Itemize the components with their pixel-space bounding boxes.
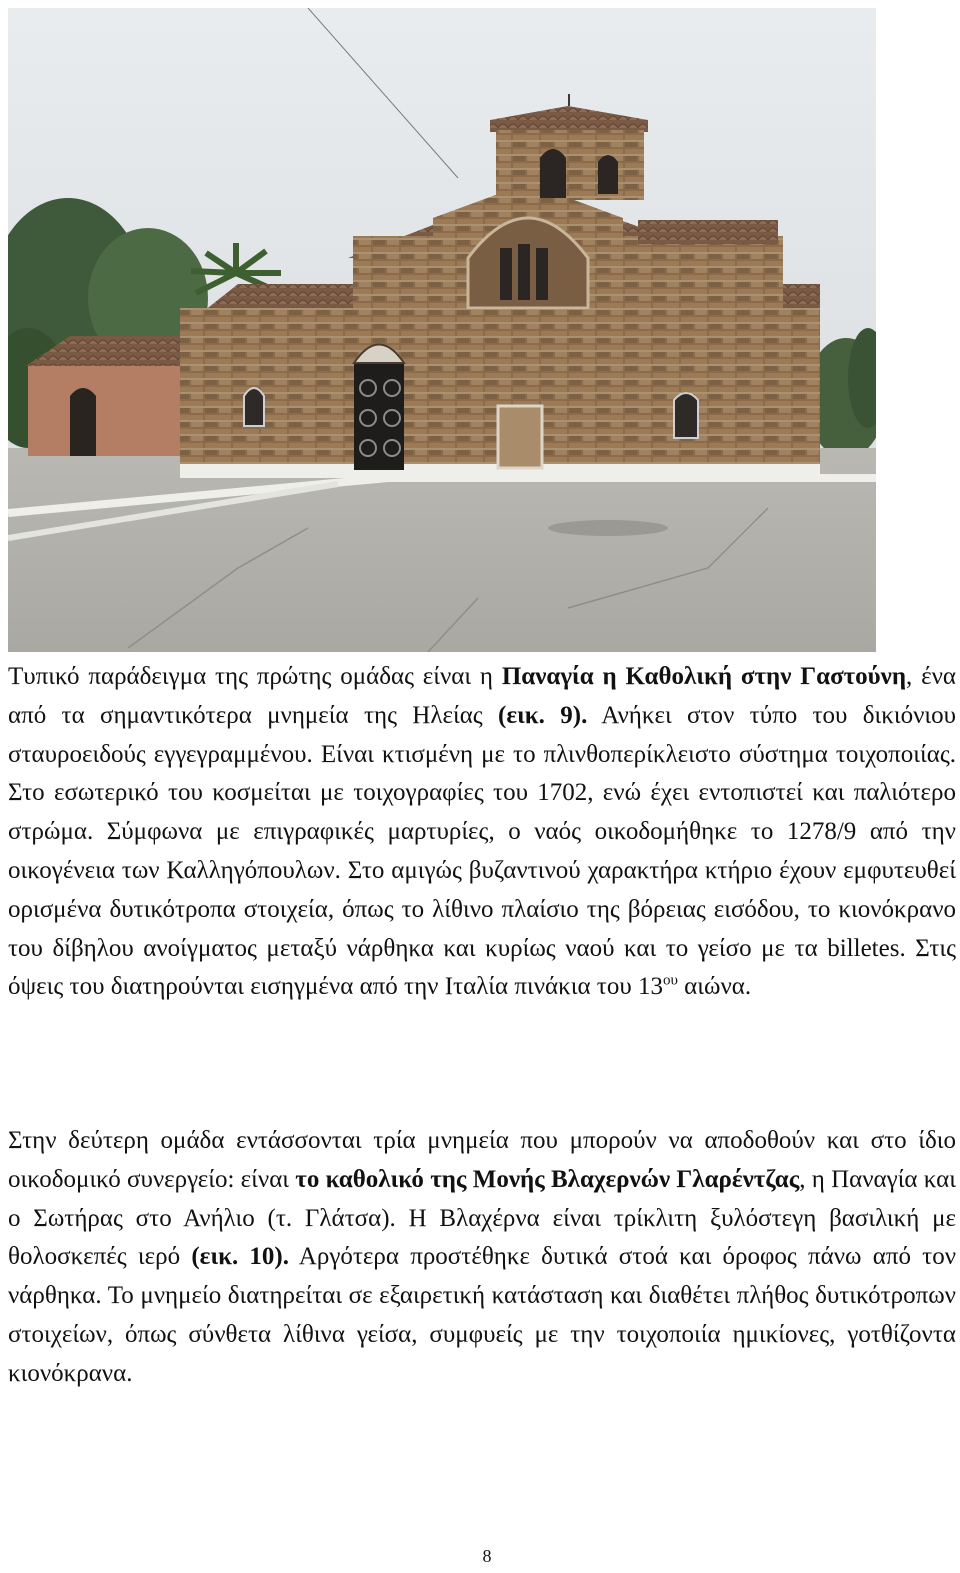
text-run: , ένα από τα σημαντικότερα μνημεία της Ηλείας [8,663,956,729]
text-run: Ανήκει στον τύπο του δικιόνιου σταυροειδούς εγγεγραμμένου. Είναι κτισμένη με το πλινθοπερίκλειστο σύστημα τοιχοποιίας. Στο εσωτερικό του κοσμείται με τοιχογραφίες του 1702, ενώ έχει εντοπιστεί και παλιότερο στρώμα. Σύμφωνα με επιγραφικές μαρτυρίες, ο ναός οικοδομήθηκε το 1278/9 από την οικογένεια των Καλληγόπουλων. Στο αμιγώς βυζαντινού χαρακτήρα κτήριο έχουν εμφυτευθεί ορισμένα δυτικότροπα στοιχεία, όπως το λίθινο πλαίσιο της βόρειας εισόδου, το κιονόκρανο του δίβηλου ανοίγματος μεταξύ νάρθηκα και κυρίως ναού και το γείσο με τα billetes. Στις όψεις του διατηρούνται εισηγμένα από την Ιταλία πινάκια του 13 [8,701,956,1001]
text-run: , η Παναγία και ο Σωτήρας στο Ανήλιο (τ. Γλάτσα). Η Βλαχέρνα είναι τρίκλιτη ξυλόστεγη βασιλική με θολοσκεπές ιερό [8,1165,956,1271]
paragraph-2 [8,1122,956,1394]
bold-run: (εικ. 9). [498,701,588,729]
page-number: 8 [482,1546,492,1566]
bold-run: Παναγία η Καθολική στην Γαστούνη [501,663,907,690]
bold-run: το καθολικό της Μονής Βλαχερνών Γλαρέντζας [295,1165,800,1193]
church-photo [8,8,876,652]
paragraph-1 [8,658,956,1007]
superscript: ου [662,973,678,990]
bold-run: (εικ. 10). [191,1243,289,1271]
text-run: Αργότερα προστέθηκε δυτικά στοά και όροφος πάνω από τον νάρθηκα. Το μνημείο διατηρείται σε εξαιρετική κατάσταση και διαθέτει πλήθος δυτικότροπων στοιχείων, όπως σύνθετα λίθινα γείσα, συμφυείς με την τοιχοποιία ημικίονες, γοτθίζοντα κιονόκρανα. [8,1243,956,1387]
text-run: Στην δεύτερη ομάδα εντάσσονται τρία μνημεία που μπορούν να αποδοθούν και στο ίδιο οικοδομικό συνεργείο: είναι [8,1127,956,1193]
text-run: αιώνα. [677,973,752,1001]
text-run: Τυπικό παράδειγμα της πρώτης ομάδας είναι η [8,663,502,690]
